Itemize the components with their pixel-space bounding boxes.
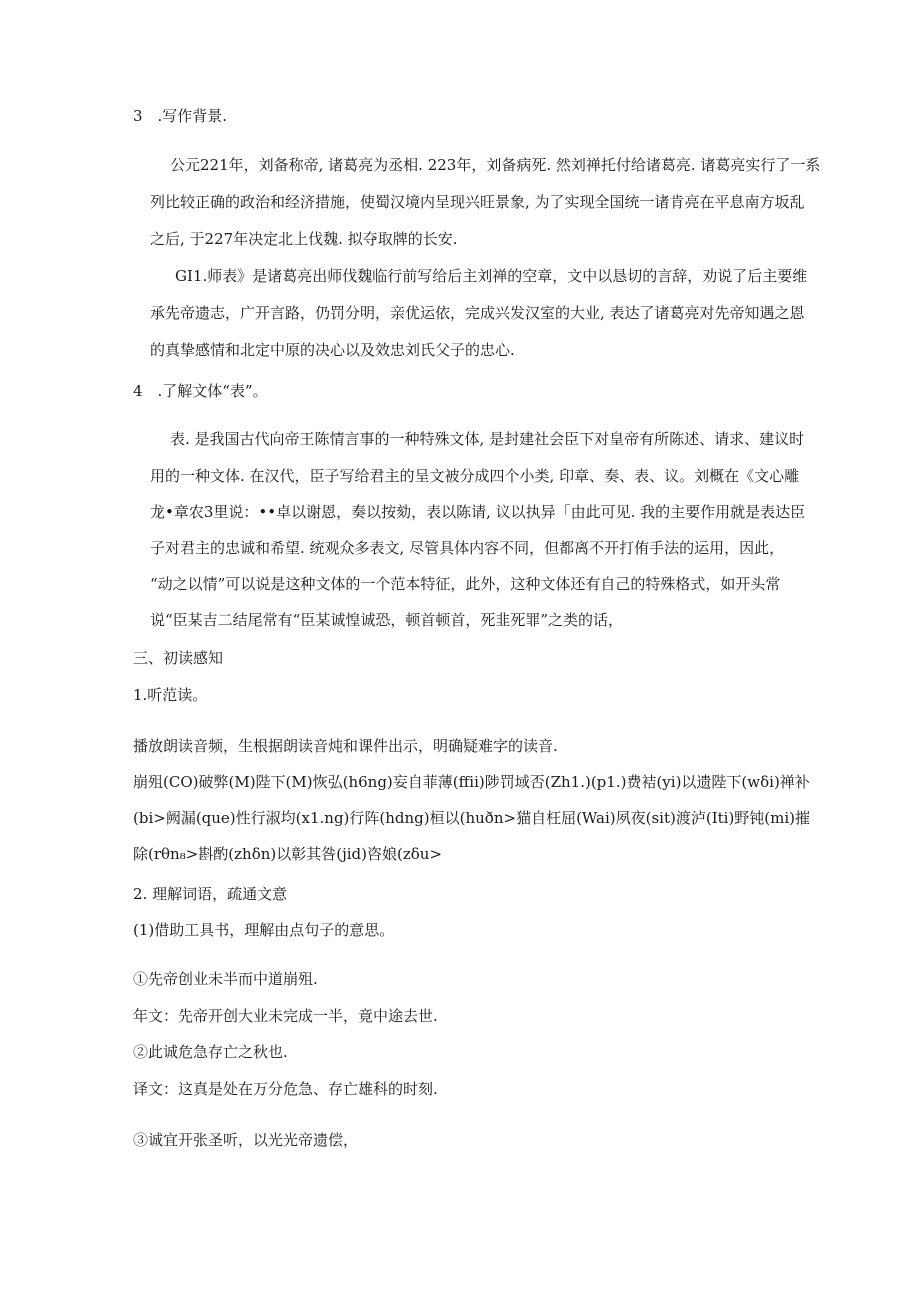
section-4-heading: 4 .了解文体“表”。 — [133, 382, 268, 400]
translation-line: 年文：先帝开创大业未完成一半，竟中途去世. — [133, 1007, 438, 1025]
background-paragraph-line: 公元221年，刘备称帝, 诸葛亮为丞相. 223年，刘备病死. 然刘禅托付给诸葛亮. 诸葛亮实行了一系 — [170, 156, 821, 174]
genre-paragraph-line: 说“臣某吉二结尾常有“臣某诚惶诚恐，顿首顿首，死韭死罪”之类的话， — [150, 611, 624, 629]
reading-intro: 播放朗读音频，生根据朗读音炖和课件出示，明确疑难字的读音. — [133, 737, 558, 755]
genre-paragraph-line: 龙•章农3里说：••卓以谢恩，奏以按劾，表以陈请, 议以执异「由此可见. 我的主要作用就是表达臣 — [150, 503, 806, 521]
pinyin-line: (bi>阙漏(que)性行淑均(x1.ng)行阵(hdng)桓以(huðn>猫自枉屈(Wai)夙夜(sit)渡泸(Iti)野钝(mi)摧 — [133, 809, 811, 827]
sentence-line: ③诚宜开张圣听，以光光帝遗偿， — [133, 1131, 359, 1149]
item-1-heading: 1.听范读。 — [133, 686, 208, 704]
item-2-subheading: (1)借助工具书，理解由点句子的意思。 — [133, 921, 395, 939]
pinyin-line: 崩殂(CO)破弊(M)陛下(M)恢弘(h6ng)妄自菲薄(ffii)陟罚域否(Zh1.)(p1.)费袺(yi)以遗陛下(wδi)禅补 — [133, 773, 810, 791]
section-3-heading: 3 .写作背景. — [133, 107, 228, 125]
pinyin-line: 除(rθn₈>斟酌(zhδn)以彰其咎(jid)咨娘(zδu> — [133, 845, 443, 863]
sentence-line: ②此诚危急存亡之秋也. — [133, 1043, 288, 1061]
sentence-line: ①先帝创业未半而中道崩殂. — [133, 970, 318, 988]
genre-paragraph-line: 用的一种文体. 在汉代，臣子写给君主的呈文被分成四个小类, 印章、奏、表、议。刘概在《文心雕 — [150, 467, 800, 485]
chushibiao-paragraph-line: 承先帝遗志，广开言路，仍罚分明，亲优运依，完成兴发汉室的大业, 表达了诸葛亮对先帝知遇之恩 — [150, 304, 805, 322]
chushibiao-paragraph-line: 的真挚感情和北定中原的决心以及效忠刘氏父子的忠心. — [150, 341, 515, 359]
genre-paragraph-line: “动之以情”可以说是这种文体的一个范本特征，此外，这种文体还有自己的特殊格式，如开头常 — [150, 575, 781, 593]
background-paragraph-line: 列比较正确的政治和经济措施，使蜀汉境内呈现兴旺景象, 为了实现全国统一诸肯亮在平息南方坂乱 — [150, 193, 805, 211]
chushibiao-paragraph-line: GI1.师表》是诸葛亮出师伐魏临行前写给后主刘禅的空章，文中以恳切的言辞，劝说了后主要维 — [175, 267, 808, 285]
translation-line: 译文：这真是处在万分危急、存亡雄科的时刻. — [133, 1080, 438, 1098]
genre-paragraph-line: 子对君主的忠诚和希望. 统观众多表文, 尽管具体内容不同，但都离不开打侑手法的运用，因此， — [150, 539, 785, 557]
background-paragraph-line: 之后, 于227年决定北上伐魏. 拟夺取牌的长安. — [150, 230, 458, 248]
item-2-heading: 2. 理解词语，疏通文意 — [133, 885, 288, 903]
part-3-heading: 三、初读感知 — [133, 649, 224, 667]
genre-paragraph-line: 表. 是我国古代向帝王陈情言事的一种特殊文体, 是封建社会臣下对皇帝有所陈述、请求、建议时 — [170, 430, 805, 448]
